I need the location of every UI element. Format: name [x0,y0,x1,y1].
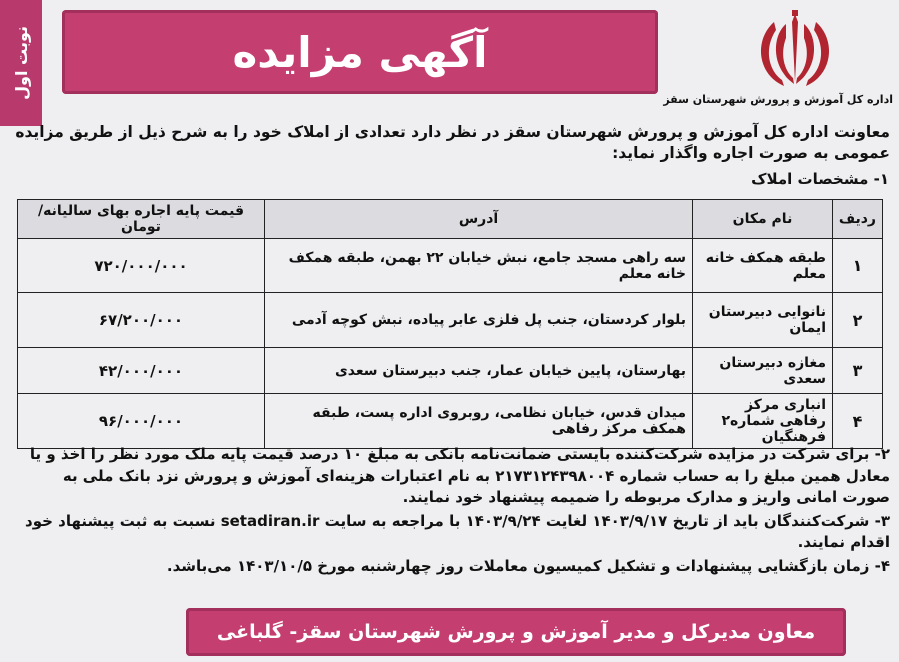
header-location: نام مکان [693,200,833,239]
location-name: انباری مرکز رفاهی شماره۲ فرهنگیان [693,394,833,449]
section-title: ۱- مشخصات املاک [751,170,889,188]
base-price: ۷۲۰/۰۰۰/۰۰۰ [18,239,265,293]
header-address: آدرس [265,200,693,239]
iran-emblem-icon [752,8,838,92]
note-item: ۳- شرکت‌کنندگان باید از تاریخ ۱۴۰۳/۹/۱۷ لغایت ۱۴۰۳/۹/۲۴ با مراجعه به سایت setadiran.ir نسبت به ثبت پیشنهاد خود اقدام نمایند. [25,511,890,551]
base-price: ۴۲/۰۰۰/۰۰۰ [18,348,265,394]
edition-tab [0,0,42,126]
title-banner [62,10,658,94]
row-number: ۲ [833,293,883,348]
table-row [18,348,883,394]
notice-title: آگهی مزایده [232,27,488,77]
properties-table [17,199,883,449]
table-row [18,293,883,348]
row-number: ۳ [833,348,883,394]
location-name: نانوایی دبیرستان ایمان [693,293,833,348]
row-number: ۴ [833,394,883,449]
header-row-number: ردیف [833,200,883,239]
address: میدان قدس، خیابان نظامی، روبروی اداره پست، طبقه همکف مرکز رفاهی [265,394,693,449]
row-number: ۱ [833,239,883,293]
edition-label: نوبت اول [11,26,31,100]
signatory: معاون مدیرکل و مدیر آموزش و پرورش شهرستان سقز- گلباغی [216,621,816,643]
notes-section [14,444,890,577]
note-item: ۴- زمان بازگشایی پیشنهادات و تشکیل کمیسیون معاملات روز چهارشنبه مورخ ۱۴۰۳/۱۰/۵ می‌باشد. [166,556,890,575]
header-price: قیمت پایه اجاره بهای سالیانه/ تومان [18,200,265,239]
table-header-row [18,200,883,239]
organization-name: اداره کل آموزش و پرورش شهرستان سقز [663,93,893,106]
base-price: ۹۶/۰۰۰/۰۰۰ [18,394,265,449]
intro-paragraph: معاونت اداره کل آموزش و پرورش شهرستان سقز در نظر دارد تعدادی از املاک خود را به شرح ذیل از طریق مزایده عمومی به صورت اجاره واگذار نماید: [15,123,890,162]
base-price: ۶۷/۲۰۰/۰۰۰ [18,293,265,348]
address: بهارستان، پایین خیابان عمار، جنب دبیرستان سعدی [265,348,693,394]
address: سه راهی مسجد جامع، نبش خیابان ۲۲ بهمن، طبقه همکف خانه معلم [265,239,693,293]
table-row [18,239,883,293]
location-name: طبقه همکف خانه معلم [693,239,833,293]
table-row [18,394,883,449]
location-name: مغازه دبیرستان سعدی [693,348,833,394]
address: بلوار کردستان، جنب پل فلزی عابر پیاده، نبش کوچه آدمی [265,293,693,348]
note-item: ۲- برای شرکت در مزایده شرکت‌کننده بایستی ضمانت‌نامه بانکی به مبلغ ۱۰ درصد قیمت پایه ملک مورد نظر را اخذ و یا معادل همین مبلغ را به حساب شماره ۲۱۷۳۱۲۴۳۹۸۰۰۴ به نام اعتبارات هزینه‌ای آموزش و پرورش نزد بانک ملی به صورت امانی واریز و مدارک مربوطه را ضمیمه پیشنهاد خود نمایند. [29,445,890,506]
signature-banner [186,608,846,656]
